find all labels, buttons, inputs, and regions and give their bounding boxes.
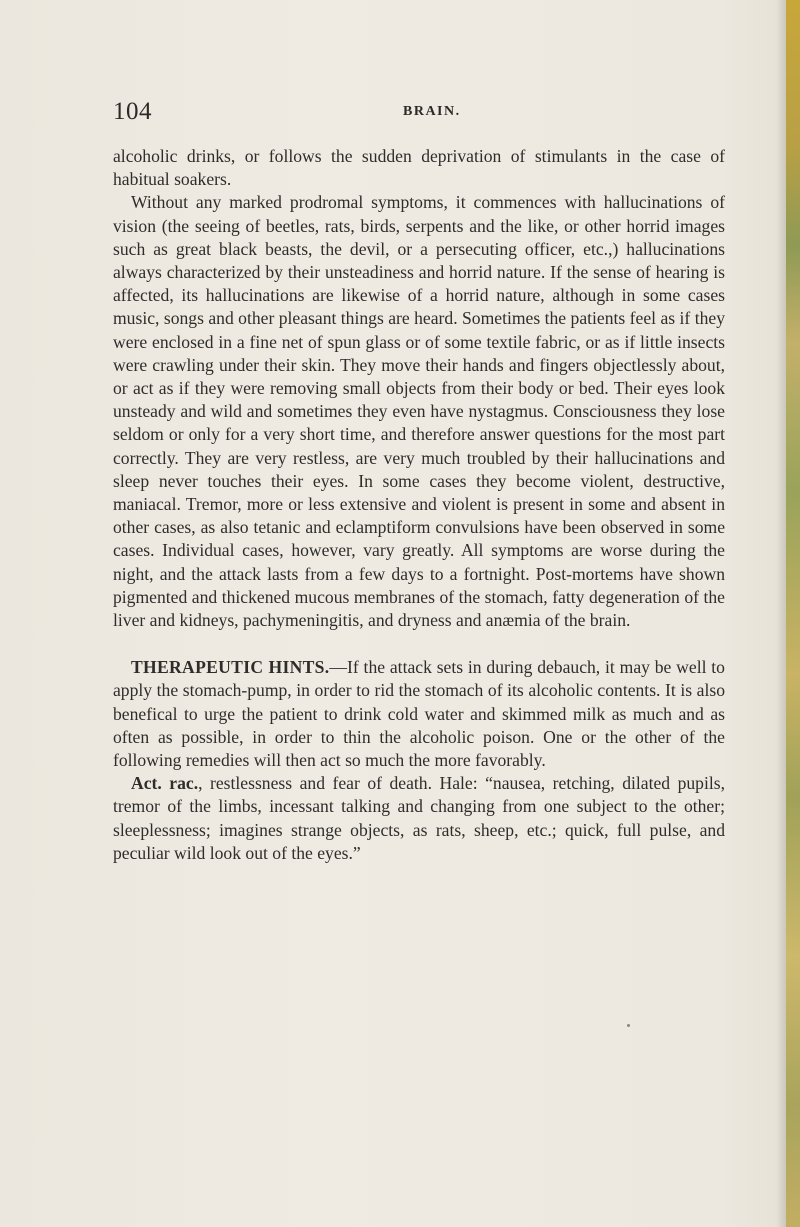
body-text bbox=[113, 145, 725, 865]
remedy-text: , restlessness and fear of death. Hale: “nausea, retching, dilated pupils, tremor of the limbs, incessant talking and changing from one subject to the other; sleeplessness; imagines strange objects, as rats, sheep, etc.; quick, full pulse, and peculiar wild look out of the eyes.” bbox=[113, 773, 726, 863]
running-head bbox=[113, 98, 725, 128]
page-edge-strip bbox=[786, 0, 800, 1227]
paragraph-symptoms: Without any marked prodromal symptoms, it commences with hallucinations of vision (the seeing of beetles, rats, birds, serpents and the like, or other horrid images such as great black beasts, the devil, or a persecuting officer, etc.,) hallucinations always characterized by their unsteadiness and horrid nature. If the sense of hearing is affected, its hallucinations are likewise of a horrid nature, although in some cases music, songs and other pleasant things are heard. Sometimes the patients feel as if they were enclosed in a fine net of spun glass or of some textile fabric, or as if little insects were crawling under their skin. They move their hands and fingers objectlessly about, or act as if they were removing small objects from their body or bed. Their eyes look unsteady and wild and sometimes they even have nystagmus. Consciousness they lose seldom or only for a very short time, and therefore answer questions for the most part correctly. They are very restless, are very much troubled by their hallucinations and sleep never touches their eyes. In some cases they become violent, destructive, maniacal. Tremor, more or less extensive and violent is present in some and absent in other cases, as also tetanic and eclamptiform convulsions have been observed in some cases. Individual cases, however, vary greatly. All symptoms are worse during the night, and the attack lasts from a few days to a fortnight. Post-mortems have shown pigmented and thickened mucous membranes of the stomach, fatty degeneration of the liver and kidneys, pachymeningitis, and dryness and anæmia of the brain. bbox=[113, 192, 725, 631]
section-heading: THERAPEUTIC HINTS. bbox=[131, 657, 330, 678]
page-edge-shadow bbox=[776, 0, 786, 1227]
paragraph-continuation: alcoholic drinks, or follows the sudden deprivation of stimulants in the case of habitual soakers. bbox=[113, 146, 725, 190]
page-number: 104 bbox=[113, 98, 152, 125]
therapeutic-hints-text: —If the attack sets in during debauch, it may be well to apply the stomach-pump, in order to rid the stomach of its alcoholic contents. It is also benefical to urge the patient to drink cold water and skimmed milk as much and as often as possible, in order to thin the alcoholic poison. One or the other of the following remedies will then act so much the more favorably. bbox=[113, 657, 725, 771]
remedy-name: Act. rac. bbox=[131, 773, 199, 794]
paragraph-remedy bbox=[113, 772, 725, 865]
running-title: BRAIN. bbox=[403, 104, 461, 119]
paper-speck bbox=[627, 1024, 630, 1027]
paragraph-therapeutic-hints bbox=[113, 656, 725, 772]
